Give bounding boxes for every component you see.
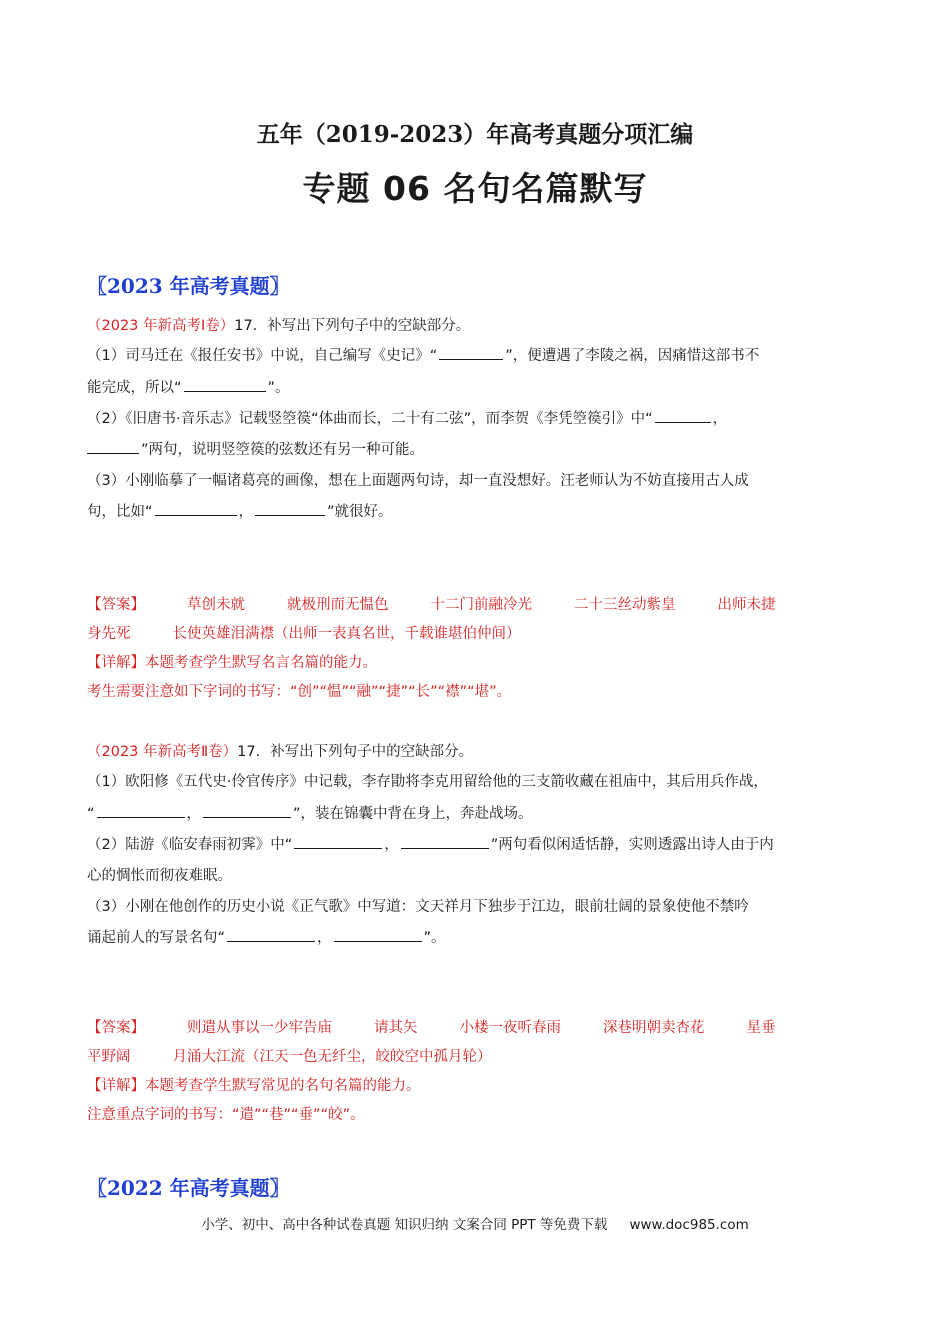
text: ”两句看似闲适恬静，实则透露出诗人由于内 bbox=[490, 837, 774, 853]
text: 能完成，所以“ bbox=[87, 380, 182, 396]
text: ”就很好。 bbox=[327, 504, 393, 520]
footer-text: 小学、初中、高中各种试卷真题 知识归纳 文案合同 PPT 等免费下载 bbox=[201, 1217, 608, 1233]
answer-item: 请其矢 bbox=[374, 1020, 418, 1036]
text: ， bbox=[186, 806, 202, 822]
question-1-answer bbox=[87, 593, 776, 614]
question-2-answer bbox=[87, 1016, 776, 1037]
answer-item: 就极刑而无愠色 bbox=[287, 597, 389, 613]
answer-label: 【答案】 bbox=[87, 1020, 145, 1036]
question-2-line-6 bbox=[87, 926, 446, 947]
answer-item: 草创未就 bbox=[187, 597, 245, 613]
question-1-line-6 bbox=[87, 500, 393, 521]
question-2-note: 注意重点字词的书写：“遣”“巷”“垂”“皎”。 bbox=[87, 1107, 365, 1123]
answer-blank bbox=[203, 803, 291, 818]
question-2-line-4: 心的惆怅而彻夜难眠。 bbox=[87, 868, 232, 884]
answer-blank bbox=[155, 501, 237, 516]
answer-blank bbox=[439, 345, 503, 360]
text: ”两句，说明竖箜篌的弦数还有另一种可能。 bbox=[141, 442, 425, 458]
document-title: 专题 06 名句名篇默写 bbox=[302, 169, 648, 208]
answer-blank bbox=[401, 834, 489, 849]
question-1-stem bbox=[87, 314, 470, 335]
question-2-line-3 bbox=[87, 833, 774, 854]
question-1-line-1 bbox=[87, 344, 759, 365]
text: ”。 bbox=[423, 930, 446, 946]
text: （2）陆游《临安春雨初霁》中“ bbox=[87, 837, 293, 853]
answer-item: 则遣从事以一少牢告庙 bbox=[187, 1020, 332, 1036]
document-subtitle: 五年（2019-2023）年高考真题分项汇编 bbox=[256, 121, 694, 148]
answer-blank bbox=[334, 927, 422, 942]
text: “ bbox=[87, 806, 95, 822]
answer-item: 深巷明朝卖杏花 bbox=[603, 1020, 705, 1036]
answer-blank bbox=[97, 803, 185, 818]
answer-blank bbox=[227, 927, 315, 942]
question-1-prompt: 17．补写出下列句子中的空缺部分。 bbox=[234, 318, 471, 334]
answer-blank bbox=[294, 834, 382, 849]
answer-blank bbox=[655, 408, 711, 423]
text: （1）司马迁在《报任安书》中说，自己编写《史记》“ bbox=[87, 348, 438, 364]
answer-item: 平野阔 bbox=[87, 1049, 131, 1065]
question-2-stem bbox=[87, 740, 473, 761]
text: ”，装在锦囊中背在身上，奔赴战场。 bbox=[293, 806, 533, 822]
answer-item: 二十三丝动紫皇 bbox=[574, 597, 676, 613]
text: ， bbox=[384, 837, 399, 853]
text: 句，比如“ bbox=[87, 504, 153, 520]
question-2-line-1: （1）欧阳修《五代史·伶官传序》中记载，李存勖将李克用留给他的三支箭收藏在祖庙中，其后用兵作战， bbox=[87, 774, 768, 790]
answer-blank bbox=[255, 501, 325, 516]
question-2-source: （2023 年新高考Ⅱ卷） bbox=[87, 744, 238, 760]
question-1-line-3 bbox=[87, 407, 727, 428]
text: 诵起前人的写景名句“ bbox=[87, 930, 226, 946]
answer-item: 出师未捷 bbox=[717, 597, 776, 613]
question-2-line-5: （3）小刚在他创作的历史小说《正气歌》中写道：文天祥月下独步于江边，眼前壮阔的景象使他不禁吟 bbox=[87, 899, 749, 915]
answer-label: 【答案】 bbox=[87, 597, 145, 613]
section-heading-2022: 〖2022 年高考真题〗 bbox=[87, 1176, 290, 1200]
question-1-line-5: （3）小刚临摹了一幅诸葛亮的画像，想在上面题两句诗，却一直没想好。汪老师认为不妨直接用古人成 bbox=[87, 473, 749, 489]
question-1-answer-cont bbox=[87, 622, 521, 643]
question-2-line-2 bbox=[87, 802, 533, 823]
text: ， bbox=[238, 504, 254, 520]
answer-item: 星垂 bbox=[746, 1020, 776, 1036]
answer-blank bbox=[87, 439, 139, 454]
text: （2）《旧唐书·音乐志》记载竖箜篌“体曲而长，二十有二弦”，而李贺《李凭箜篌引》中“ bbox=[87, 411, 653, 427]
answer-item: 长使英雄泪满襟（出师一表真名世，千载谁堪伯仲间） bbox=[172, 626, 521, 642]
answer-item: 月涌大江流（江天一色无纤尘，皎皎空中孤月轮） bbox=[172, 1049, 492, 1065]
answer-item: 身先死 bbox=[87, 626, 131, 642]
section-heading-2023: 〖2023 年高考真题〗 bbox=[87, 274, 290, 298]
question-2-answer-cont bbox=[87, 1045, 492, 1066]
question-1-source: （2023 年新高考Ⅰ卷） bbox=[87, 318, 235, 334]
answer-blank bbox=[184, 377, 266, 392]
text: ”，便遭遇了李陵之祸，因痛惜这部书不 bbox=[505, 348, 760, 364]
question-1-detail: 【详解】本题考查学生默写名言名篇的能力。 bbox=[87, 655, 377, 671]
footer-link[interactable]: www.doc985.com bbox=[629, 1217, 749, 1233]
question-1-line-4 bbox=[87, 438, 424, 459]
question-1-line-2 bbox=[87, 376, 290, 397]
question-2-detail: 【详解】本题考查学生默写常见的名句名篇的能力。 bbox=[87, 1078, 421, 1094]
answer-item: 小楼一夜听春雨 bbox=[459, 1020, 561, 1036]
question-2-prompt: 17．补写出下列句子中的空缺部分。 bbox=[237, 744, 474, 760]
text: ”。 bbox=[267, 380, 290, 396]
page-footer bbox=[0, 1213, 950, 1233]
answer-item: 十二门前融冷光 bbox=[430, 597, 532, 613]
text: ， bbox=[712, 411, 728, 427]
question-1-note: 考生需要注意如下字词的书写：“创”“愠”“融”“捷”“长”“襟”“堪”。 bbox=[87, 684, 512, 700]
text: ， bbox=[317, 930, 332, 946]
